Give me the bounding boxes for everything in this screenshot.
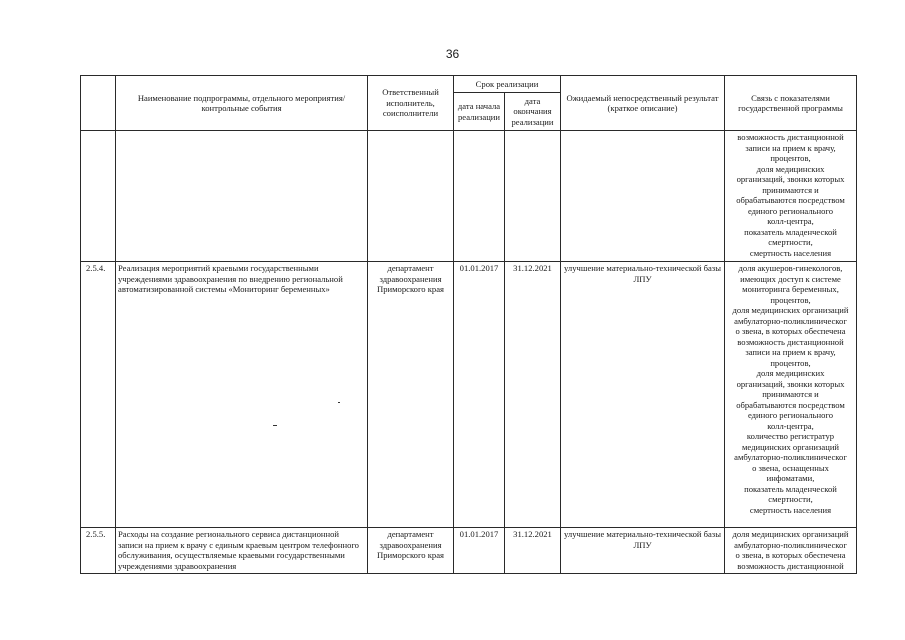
indicator-line: инфоматами,	[766, 473, 815, 483]
indicator-line: доля медицинских организаций	[732, 529, 849, 539]
row-name: Реализация мероприятий краевыми государственными учреждениями здравоохранения по внедрению региональной автоматизированной системы «Мониторинг беременных»	[116, 262, 368, 528]
indicator-line: смертности,	[768, 494, 813, 504]
header-result: Ожидаемый непосредственный результат (краткое описание)	[561, 76, 725, 131]
table-row	[81, 528, 857, 574]
row-name	[116, 131, 368, 262]
row-indicators	[725, 131, 857, 262]
header-start: дата начала реализации	[454, 93, 505, 131]
table-row	[81, 262, 857, 528]
indicator-line: возможность дистанционной	[737, 560, 844, 571]
row-indicators	[725, 528, 857, 574]
indicator-line: записи на прием к врачу,	[745, 347, 836, 357]
indicator-line: возможность дистанционной	[737, 336, 844, 347]
indicator-line: процентов,	[770, 294, 811, 305]
indicator-line: колл-центра,	[767, 420, 814, 431]
indicator-line: обрабатываются посредством	[736, 195, 845, 205]
header-responsible: Ответственный исполнитель, соисполнители	[368, 76, 454, 131]
row-name: Расходы на создание регионального сервиса дистанционной записи на прием к врачу с единым краевым центром телефонного обслуживания, осуществляемые краевыми государственными учреждениями здравоохранения	[116, 528, 368, 574]
row-start: 01.01.2017	[454, 528, 505, 574]
indicator-line: амбулаторно-поликлиническог	[734, 452, 847, 462]
row-end: 31.12.2021	[505, 262, 561, 528]
indicator-line: колл-центра,	[767, 216, 814, 226]
row-indicators	[725, 262, 857, 528]
row-result	[561, 131, 725, 262]
header-period: Срок реализации	[454, 76, 561, 93]
page-number: 36	[445, 47, 460, 61]
indicator-line: принимаются и	[762, 389, 819, 399]
indicator-line: организаций, звонки которых	[736, 378, 845, 389]
indicator-line: смертность населения	[749, 247, 832, 258]
header-link: Связь с показателями государственной программы	[725, 76, 857, 131]
indicator-line: амбулаторно-поликлиническог	[734, 539, 847, 550]
row-number: 2.5.5.	[81, 528, 116, 574]
table-row	[81, 131, 857, 262]
row-start	[454, 131, 505, 262]
indicator-line: имеющих доступ к системе	[740, 273, 841, 284]
indicator-line: количество регистратур	[746, 431, 835, 441]
row-responsible: департамент здравоохранения Приморского края	[368, 528, 454, 574]
scan-speck	[273, 425, 277, 426]
indicator-line: смертности,	[768, 237, 813, 247]
header-name: Наименование подпрограммы, отдельного мероприятия/контрольные события	[116, 76, 368, 131]
indicator-line: показатель младенческой	[744, 483, 837, 494]
indicator-line: организаций, звонки которых	[736, 174, 845, 184]
indicator-line: доля медицинских	[756, 368, 825, 378]
indicator-line: показатель младенческой	[744, 226, 837, 237]
row-responsible	[368, 131, 454, 262]
indicator-line: о звена, в которых обеспечена	[735, 326, 846, 336]
indicator-line: принимаются и	[762, 184, 819, 195]
row-result: улучшение материально-технической базы ЛПУ	[561, 262, 725, 528]
indicator-line: единого регионального	[747, 410, 834, 420]
indicator-line: о звена, оснащенных	[752, 462, 829, 473]
scan-speck	[338, 402, 340, 403]
indicator-line: процентов,	[770, 153, 811, 163]
indicator-line: смертность населения	[749, 504, 832, 515]
indicator-line: доля медицинских организаций	[732, 305, 849, 315]
row-start: 01.01.2017	[454, 262, 505, 528]
indicator-line: амбулаторно-поликлиническог	[734, 315, 847, 326]
indicator-line: медицинских организаций	[741, 441, 840, 452]
row-number: 2.5.4.	[81, 262, 116, 528]
header-number-cell	[81, 76, 116, 131]
header-end: дата окончания реализации	[505, 93, 561, 131]
indicator-line: единого регионального	[747, 205, 834, 216]
row-end	[505, 131, 561, 262]
indicator-line: доля медицинских	[756, 163, 825, 174]
row-number	[81, 131, 116, 262]
row-end: 31.12.2021	[505, 528, 561, 574]
indicator-line: процентов,	[770, 357, 811, 368]
program-table	[80, 75, 857, 574]
indicator-line: мониторинга беременных,	[742, 284, 839, 294]
indicator-line: обрабатываются посредством	[736, 399, 845, 410]
indicator-line: о звена, в которых обеспечена	[735, 550, 846, 560]
indicator-line: записи на прием к врачу,	[745, 142, 836, 153]
row-responsible: департамент здравоохранения Приморского края	[368, 262, 454, 528]
indicator-line: доля акушеров-гинекологов,	[738, 263, 843, 273]
row-result: улучшение материально-технической базы ЛПУ	[561, 528, 725, 574]
table-header	[81, 76, 857, 131]
indicator-line: возможность дистанционной	[737, 132, 844, 142]
